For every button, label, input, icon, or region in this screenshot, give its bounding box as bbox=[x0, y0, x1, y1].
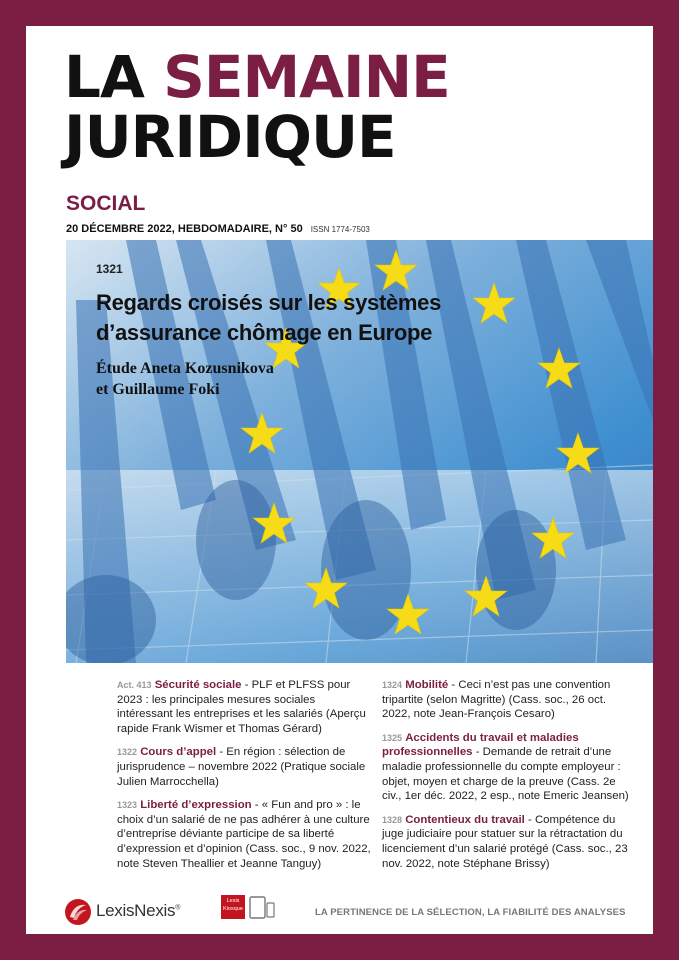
cover-footer bbox=[26, 892, 653, 928]
lexis-kiosque-badge bbox=[221, 895, 245, 919]
issue-line bbox=[66, 223, 370, 235]
masthead-word-juridique: JURIDIQUE bbox=[64, 103, 396, 171]
item-number: 1323 bbox=[117, 800, 138, 811]
item-number: 1325 bbox=[382, 732, 403, 743]
cover-story-number: 1321 bbox=[96, 262, 123, 276]
magazine-cover bbox=[26, 26, 653, 934]
devices-icons bbox=[249, 895, 275, 926]
masthead-word-semaine: SEMAINE bbox=[163, 43, 450, 111]
cover-photo bbox=[66, 240, 653, 663]
summary-item bbox=[117, 678, 372, 736]
item-title: Mobilité bbox=[405, 679, 449, 691]
tablet-icon bbox=[250, 897, 265, 918]
item-text: - Ceci n’est pas une convention tripartite (selon Magritte) (Cass. soc., 26 oct. 2022, note Jean-François Cesaro) bbox=[382, 679, 611, 721]
cover-story-title bbox=[96, 288, 636, 348]
section-title: SOCIAL bbox=[66, 192, 146, 215]
cover-story-title-line-2: d’assurance chômage en Europe bbox=[96, 320, 433, 345]
tagline: LA PERTINENCE DE LA SÉLECTION, LA FIABILITÉ DES ANALYSES bbox=[315, 907, 626, 918]
summary-column-left bbox=[117, 678, 372, 880]
cover-story-byline bbox=[96, 358, 274, 400]
item-text: - Demande de retrait d’une maladie professionnelle du compte employeur : objet, moyen et charge de la preuve (Cass. 2e civ., 1er déc. 2022, 2 esp., note Emeric Jeansen) bbox=[382, 746, 629, 803]
lexisnexis-logo-icon bbox=[64, 898, 92, 926]
summary-item bbox=[117, 745, 372, 789]
publisher-label: LexisNexis bbox=[96, 901, 176, 920]
item-title: Contentieux du travail bbox=[405, 813, 525, 826]
kiosque-line-2: Kiosque bbox=[223, 906, 243, 912]
item-number: 1324 bbox=[382, 680, 403, 690]
issn-number: ISSN 1774-7503 bbox=[310, 225, 370, 234]
item-number: 1322 bbox=[117, 747, 138, 758]
cover-story-title-line-1: Regards croisés sur les systèmes bbox=[96, 290, 442, 315]
item-title: Liberté d’expression bbox=[140, 799, 252, 812]
item-title: Sécurité sociale bbox=[154, 679, 242, 691]
item-title: Cours d’appel bbox=[140, 746, 217, 759]
summary-item bbox=[382, 813, 632, 871]
byline-line-2: et Guillaume Foki bbox=[96, 381, 220, 398]
item-title: Accidents du travail et maladies professionnelles bbox=[382, 731, 579, 759]
item-number: 1328 bbox=[382, 814, 403, 825]
masthead-line-1 bbox=[64, 43, 450, 111]
item-number: Act. 413 bbox=[117, 680, 152, 690]
byline-line-1: Étude Aneta Kozusnikova bbox=[96, 360, 274, 377]
item-text: - PLF et PLFSS pour 2023 : les principales mesures sociales intéressant les entreprises et les salariés (Aperçu rapide Frank Wismer et Thomas Gérard) bbox=[117, 679, 366, 735]
publisher-name bbox=[96, 901, 180, 921]
kiosque-line-1: Lexis bbox=[226, 898, 240, 904]
item-text: - « Fun and pro » : le choix d’un salarié de ne pas adhérer à une culture d’entreprise déviante participe de sa liberté d’expression et d’opinion (Cass. soc., 9 nov. 2022, note Steven Theallier et Jeanne Tanguy) bbox=[117, 799, 371, 870]
item-text: - Compétence du juge judiciaire pour statuer sur la rétractation du licenciement d’un salarié protégé (Cass. soc., 23 nov. 2022, note Stéphane Brissy) bbox=[382, 813, 628, 870]
summary-item bbox=[382, 731, 632, 804]
summary-column-right bbox=[382, 678, 632, 880]
masthead-word-la: LA bbox=[64, 43, 144, 111]
summary-item bbox=[117, 798, 372, 871]
lexisnexis-logo bbox=[64, 898, 181, 931]
registered-mark: ® bbox=[175, 904, 181, 912]
summary-item bbox=[382, 678, 632, 722]
issue-date: 20 DÉCEMBRE 2022, HEBDOMADAIRE, N° 50 bbox=[66, 223, 303, 235]
item-text: - En région : sélection de jurisprudence – novembre 2022 (Pratique sociale Julien Marrocchella) bbox=[117, 746, 366, 788]
phone-icon bbox=[267, 903, 274, 917]
